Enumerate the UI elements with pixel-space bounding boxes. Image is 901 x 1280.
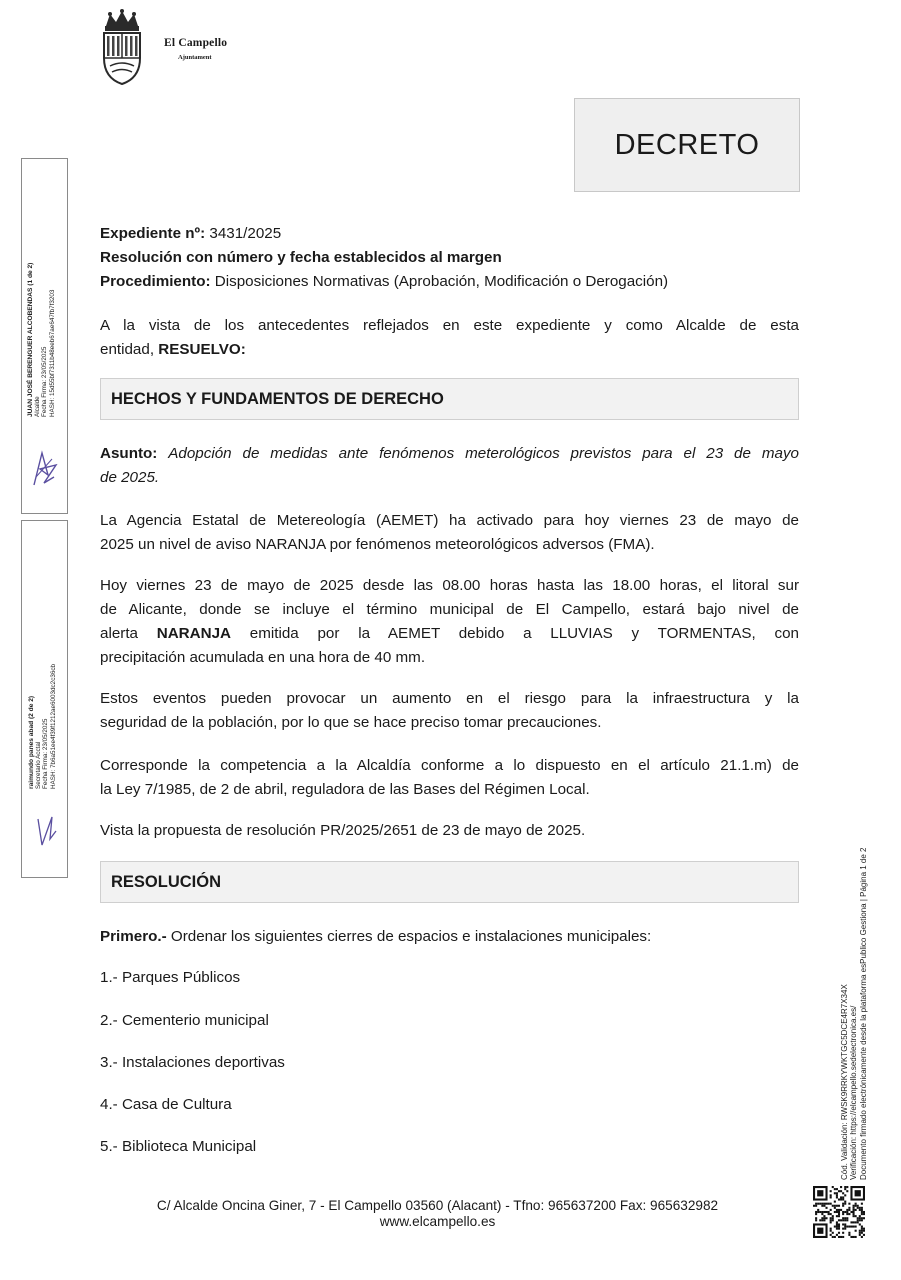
resuelvo-keyword: RESUELVO: [158, 341, 246, 358]
section-header-resolucion [100, 861, 799, 903]
signer-2-date: Fecha Firma: 23/05/2025 [42, 718, 50, 789]
primero-text: Ordenar los siguientes cierres de espacios e instalaciones municipales: [166, 928, 652, 945]
organization-name: El Campello [164, 37, 228, 49]
paragraph-propuesta: Vista la propuesta de resolución PR/2025/2651 de 23 de mayo de 2025. [100, 822, 586, 839]
intro-line-1: A la vista de los antecedentes reflejados en este expediente y como Alcalde de esta [100, 317, 799, 334]
expediente-number: 3431/2025 [209, 225, 282, 242]
paragraph-alerta-line-3-start: alerta [100, 625, 157, 642]
municipal-coat-of-arms-logo [98, 8, 146, 86]
paragraph-alerta-line-2: de Alicante, donde se incluye el término municipal de El Campello, estará bajo nivel de [100, 601, 799, 618]
verification-url: Verificación: https://elcampello.sedelectronica.es/ [849, 1005, 859, 1180]
intro-line-2 [100, 341, 246, 358]
signature-stamp-1 [21, 158, 68, 514]
signature-1-scribble [30, 447, 60, 491]
paragraph-riesgo [100, 687, 799, 735]
primero-line [100, 925, 651, 949]
document-type-title: DECRETO [614, 128, 760, 161]
signed-platform-note: Documento firmado electrónicamente desde la plataforma esPublico Gestiona | Página 1 de 2 [858, 847, 868, 1180]
paragraph-alerta [100, 574, 799, 670]
expediente-label: Expediente nº: [100, 225, 206, 242]
intro-line-2-text: entidad, [100, 341, 159, 358]
paragraph-riesgo-line-2: seguridad de la población, por lo que se hace preciso tomar precauciones. [100, 714, 602, 731]
signer-1-hash: HASH: 15d55bf7311b48eeb67ae647fb7f3203 [48, 289, 56, 417]
paragraph-alerta-line-3-end: emitida por la AEMET debido a LLUVIAS y TORMENTAS, con [231, 625, 799, 642]
asunto-text-end: de 2025. [100, 469, 160, 486]
paragraph-aemet-line-1: La Agencia Estatal de Metereología (AEMET) ha activado para hoy viernes 23 de mayo de [100, 512, 799, 529]
organization-subtitle: Ajuntament [178, 54, 212, 61]
paragraph-alerta-line-1: Hoy viernes 23 de mayo de 2025 desde las 08.00 horas hasta las 18.00 horas, el litoral sur [100, 577, 799, 594]
expediente-line [100, 222, 281, 246]
list-item: 4.- Casa de Cultura [100, 1096, 232, 1113]
signer-2-name: raimundo panes abad (2 de 2) [28, 695, 35, 789]
list-item: 2.- Cementerio municipal [100, 1012, 269, 1029]
paragraph-alerta-line-4: precipitación acumulada en una hora de 40 mm. [100, 649, 426, 666]
asunto-paragraph [100, 442, 799, 490]
asunto-line-1 [100, 442, 799, 466]
paragraph-alerta-line-3 [100, 622, 799, 646]
paragraph-competencia-line-2: la Ley 7/1985, de 2 de abril, reguladora de las Bases del Régimen Local. [100, 781, 590, 798]
intro-paragraph [100, 314, 799, 362]
signature-2-scribble [32, 811, 60, 851]
signer-1-role: Alcalde [34, 396, 42, 417]
asunto-label: Asunto: [100, 445, 158, 462]
procedimiento-line [100, 270, 668, 294]
resolucion-margin-note: Resolución con número y fecha establecidos al margen [100, 249, 502, 266]
paragraph-riesgo-line-1: Estos eventos pueden provocar un aumento en el riesgo para la infraestructura y la [100, 690, 799, 707]
validation-strip [840, 848, 868, 1181]
list-item: 5.- Biblioteca Municipal [100, 1138, 257, 1155]
paragraph-competencia [100, 754, 799, 802]
section-title-hechos: HECHOS Y FUNDAMENTOS DE DERECHO [111, 389, 444, 408]
section-title-resolucion: RESOLUCIÓN [111, 872, 222, 891]
signature-stamp-2 [21, 520, 68, 878]
signer-1-name: JUAN JOSÉ BERENGUER ALCOBENDAS (1 de 2) [27, 262, 34, 417]
section-header-hechos [100, 378, 799, 420]
naranja-keyword: NARANJA [156, 625, 232, 642]
signer-1-date: Fecha Firma: 23/05/2025 [41, 346, 49, 417]
document-type-box [574, 98, 800, 192]
footer-website[interactable]: www.elcampello.es [379, 1214, 496, 1229]
asunto-text: Adopción de medidas ante fenómenos meterológicos previstos para el 23 de mayo [168, 445, 799, 462]
signer-2-hash: HASH: 7b6a51ee4f39f1212ae6003dc2c36cb [49, 664, 57, 789]
footer-address: C/ Alcalde Oncina Giner, 7 - El Campello 03560 (Alacant) - Tfno: 965637200 Fax: 965632982 [156, 1198, 719, 1213]
list-item: 3.- Instalaciones deportivas [100, 1054, 285, 1071]
signature-2-text [28, 664, 57, 789]
procedimiento-label: Procedimiento: [100, 273, 211, 290]
signature-1-text [27, 263, 56, 417]
primero-label: Primero.- [100, 928, 167, 945]
list-item: 1.- Parques Públicos [100, 969, 241, 986]
paragraph-competencia-line-1: Corresponde la competencia a la Alcaldía conforme a lo dispuesto en el artículo 21.1.m) de [100, 757, 799, 774]
qr-code-icon [813, 1186, 865, 1238]
paragraph-aemet [100, 509, 799, 557]
procedimiento-value: Disposiciones Normativas (Aprobación, Modificación o Derogación) [214, 273, 669, 290]
signer-2-role: Secretario Acctal [35, 741, 43, 789]
paragraph-aemet-line-2: 2025 un nivel de aviso NARANJA por fenómenos meteorológicos adversos (FMA). [100, 536, 655, 553]
validation-code: Cód. Validación: RWSK9RRKYWKTGC5DCE4R7X34X [840, 984, 849, 1180]
